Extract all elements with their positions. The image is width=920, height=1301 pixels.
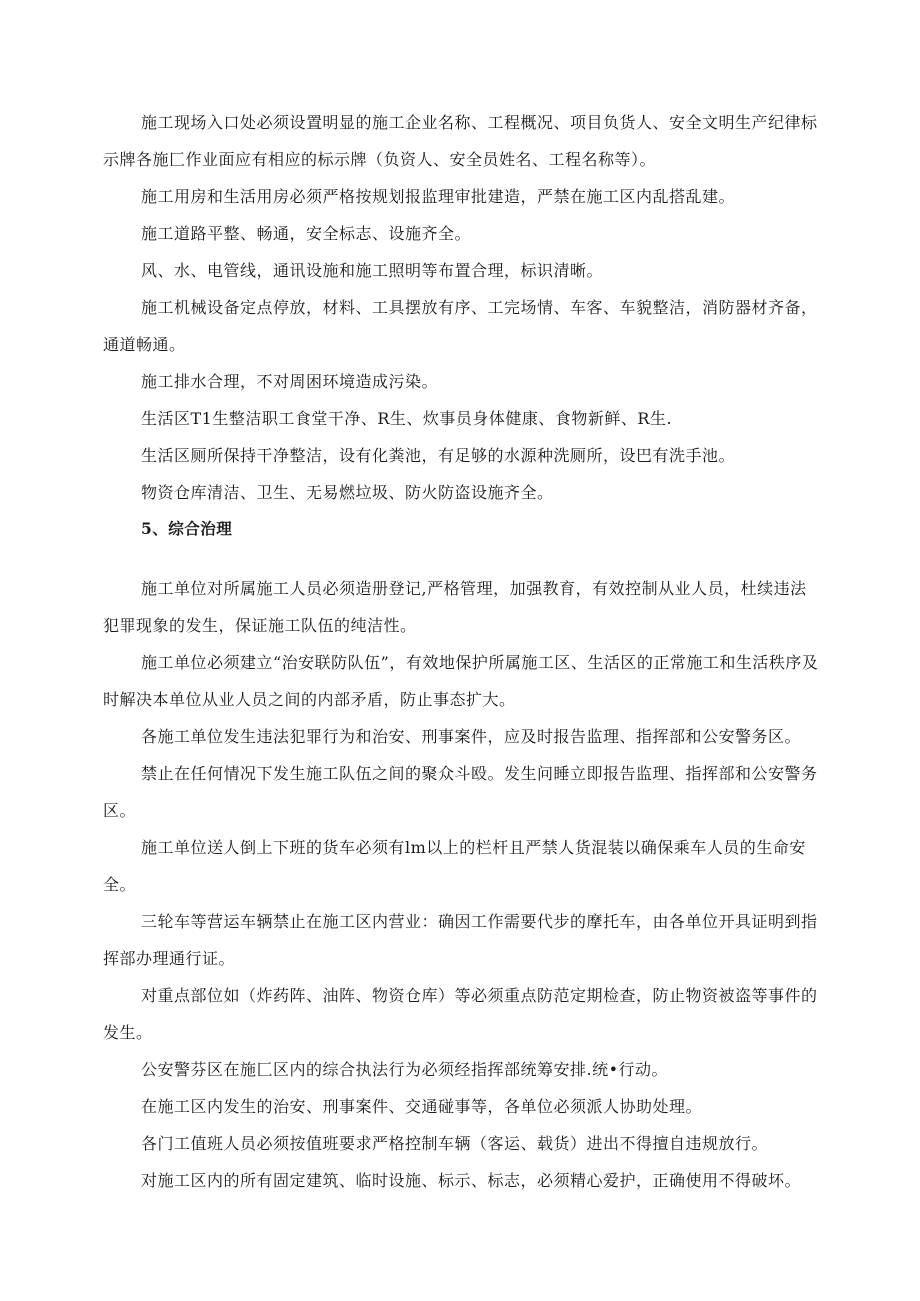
paragraph-site-roads: 施工道路平整、畅通，安全标志、设施齐全。	[141, 224, 472, 243]
paragraph-site-entrance-signage: 施工现场入口处必须设置明显的施工企业名称、工程概况、项目负货人、安全文明生产纪律标示牌各施匚作业面应有相应的标示牌（负资人、安全员姓名、工程名称等）。	[103, 113, 818, 169]
paragraph-warehouse: 物资仓库清洁、卫生、无易燃垃圾、防火防盗设施齐全。	[141, 483, 554, 502]
paragraph-key-locations: 对重点部位如（炸药阵、油阵、物资仓库）等必须重点防范定期检查，防止物资被盗等事件的发生。	[103, 986, 818, 1042]
paragraph-incident-reporting: 各施工单位发生违法犯罪行为和治安、刑事案件，应及时报告监理、指挥部和公安警务区。	[141, 727, 802, 746]
paragraph-case-handling: 在施工区内发生的治安、刑事案件、交通碰事等，各单位必须派人协助处理。	[141, 1097, 703, 1116]
paragraph-tricycle-ban: 三轮车等营运车辆禁止在施工区内营业：确因工作需要代步的摩托车，由各单位开具证明到指挥部办理通行证。	[103, 912, 818, 968]
paragraph-temporary-housing: 施工用房和生活用房必须严格按规划报监理审批建造，严禁在施工区内乱搭乱建。	[141, 187, 736, 206]
paragraph-facility-protection: 对施工区内的所有固定建筑、临时设施、标示、标志，必须精心爱护，正确使用不得破坏。	[141, 1171, 802, 1190]
paragraph-police-enforcement: 公安警芬区在施匚区内的综合执法行为必须经指挥部统筹安排.统•行动。	[141, 1060, 669, 1079]
paragraph-personnel-registration: 施工单位对所属施工人员必须造册登记,严格管理，加强教育，有效控制从业人员，杜续违法犯罪现象的发生，保证施工队伍的纯洁性。	[103, 579, 807, 635]
section-heading: 5、综合治理	[141, 519, 233, 538]
paragraph-utility-lines: 风、水、电管线，通讯设施和施工照明等布置合理，标识清晰。	[141, 261, 604, 280]
paragraph-toilets: 生活区厕所保持干净整洁，设有化粪池，有足够的水源种洗厕所，设巴有洗手池。	[141, 446, 736, 465]
paragraph-machinery-materials: 施工机械设备定点停放，材料、工具摆放有序、工完场情、车客、车貌整洁，消防器材齐备，通道畅通。	[103, 298, 818, 354]
paragraph-gate-duty: 各门工值班人员必须按值班要求严格控制车辆（客运、载货）进出不得擅自违规放行。	[141, 1134, 769, 1153]
paragraph-worker-transport: 施工单位送人倒上下班的货车必须有lm以上的栏杆且严禁人货混装以确保乘车人员的生命安全。	[103, 838, 806, 894]
paragraph-drainage: 施工排水合理，不对周困环境造成污染。	[141, 372, 439, 391]
paragraph-no-fighting: 禁止在任何情况下发生施工队伍之间的聚众斗殴。发生问睡立即报告监理、指挥部和公安警务区。	[103, 764, 818, 820]
paragraph-security-team: 施工单位必须建立“治安联防队伍”，有效地保护所属施工区、生活区的正常施工和生活秩序及时解决本单位从业人员之间的内部矛盾，防止事态扩大。	[103, 653, 819, 709]
paragraph-living-area-hygiene: 生活区T1生整洁职工食堂干净、R生、炊事员身体健康、食物新鲜、R生.	[141, 409, 673, 428]
